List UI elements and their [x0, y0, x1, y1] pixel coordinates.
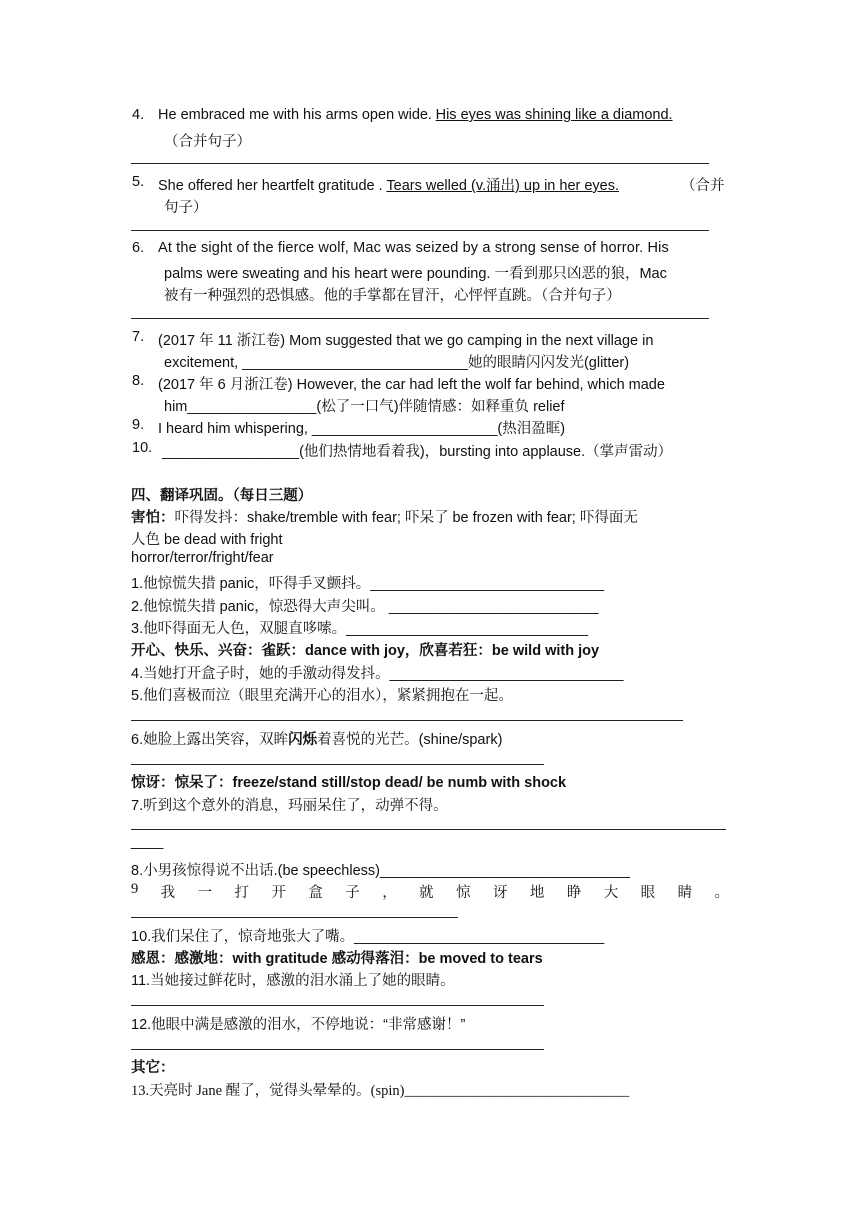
sentence-6 — [131, 728, 502, 749]
q5-note-a: （合并 — [681, 178, 725, 194]
s9-char: 开 — [271, 885, 286, 901]
q10-text: _________________(他们热情地看着我)，bursting into applause.（掌声雷动） — [162, 444, 673, 460]
joy-vocab: 开心、快乐、兴奋：雀跃：dance with joy，欣喜若狂：be wild with joy — [131, 643, 600, 659]
sentence-7-answer-line[interactable] — [131, 829, 726, 830]
q6-answer-line[interactable] — [131, 318, 709, 319]
s9-char: ， — [382, 885, 397, 901]
fear-line-1 — [131, 506, 638, 527]
sentence-8: 8.小男孩惊得说不出话.(be speechless)_______________________________ — [131, 863, 630, 879]
sentence-2: 2.他惊慌失措 panic，惊恐得大声尖叫。 __________________________ — [131, 599, 599, 615]
s9-char: 讶 — [492, 885, 508, 901]
q4-number: 4. — [132, 107, 145, 123]
sentence-5: 5.他们喜极而泣（眼里充满开心的泪水），紧紧拥抱在一起。 — [131, 688, 513, 704]
sentence-12-answer-line[interactable] — [131, 1049, 544, 1050]
s9-char: 9 — [131, 881, 139, 897]
surprise-vocab: 惊讶：惊呆了：freeze/stand still/stop dead/ be numb with shock — [131, 775, 567, 791]
sentence-12: 12.他眼中满是感激的泪水，不停地说：“非常感谢！” — [131, 1017, 466, 1033]
section-4-heading: 四、翻译巩固。（每日三题） — [131, 488, 313, 504]
sentence-7: 7.听到这个意外的消息，玛丽呆住了，动弹不得。 — [131, 798, 448, 814]
sentence-11: 11.当她接过鲜花时，感激的泪水涌上了她的眼睛。 — [131, 973, 455, 989]
gratitude-vocab: 感恩：感激地：with gratitude 感动得落泪：be moved to tears — [131, 951, 543, 967]
q5-text: She offered her heartfelt gratitude . — [158, 178, 387, 194]
q4-answer-line[interactable] — [131, 163, 709, 164]
q4-underlined-hint: His eyes was shining like a diamond. — [435, 107, 673, 123]
s9-char: 盒 — [308, 885, 323, 901]
q8-line-2: him________________(松了一口气)伴随情感：如释重负 relief — [164, 399, 565, 415]
q6-line-1: At the sight of the fierce wolf, Mac was seized by a strong sense of horror. His — [158, 240, 669, 256]
q6-number: 6. — [132, 240, 145, 256]
q7-line-2: excitement, ____________________________她的眼睛闪闪发光(glitter) — [164, 355, 630, 371]
sentence-13: 13.天亮时 Jane 醒了，觉得头晕晕的。(spin)_______________________________ — [131, 1083, 630, 1099]
q7-number: 7. — [132, 329, 145, 345]
s9-char: 子 — [345, 885, 360, 901]
q5-number: 5. — [132, 174, 145, 190]
s9-char: 地 — [529, 885, 545, 901]
s9-char: 睁 — [566, 885, 582, 901]
q5-note-b: 句子） — [164, 200, 208, 216]
s9-char: 睛 — [677, 885, 693, 901]
sentence-6-part-a: 6.她脸上露出笑容，双眸 — [131, 732, 289, 748]
fear-label: 害怕： — [131, 510, 175, 526]
sentence-5-answer-line[interactable] — [131, 720, 683, 721]
q8-line-1: (2017 年 6 月浙江卷) However, the car had left the wolf far behind, which made — [158, 377, 665, 393]
sentence-9-answer-line[interactable] — [131, 917, 458, 918]
sentence-11-answer-line[interactable] — [131, 1005, 544, 1006]
q4-note: （合并句子） — [164, 134, 251, 150]
q7-line-1: (2017 年 11 浙江卷) Mom suggested that we go camping in the next village in — [158, 333, 654, 349]
q4-sentence — [158, 107, 673, 124]
s9-char: 一 — [197, 885, 213, 901]
q8-number: 8. — [132, 373, 145, 389]
sentence-10: 10.我们呆住了，惊奇地张大了嘴。_______________________________ — [131, 929, 605, 945]
fear-line-3: horror/terror/fright/fear — [131, 550, 274, 566]
fear-line-2: 人色 be dead with fright — [131, 532, 283, 548]
s9-char: 打 — [234, 885, 250, 901]
q10-number: 10. — [132, 440, 153, 456]
sentence-9 — [131, 881, 729, 902]
q6-line-2: palms were sweating and his heart were pounding. 一看到那只凶恶的狼，Mac — [164, 266, 667, 282]
sentence-7-tail: ____ — [131, 834, 164, 850]
fear-phrases: 吓得发抖：shake/tremble with fear; 吓呆了 be frozen with fear; 吓得面无 — [174, 510, 638, 526]
s9-char: 惊 — [456, 885, 471, 901]
other-heading: 其它： — [131, 1060, 175, 1076]
sentence-6-answer-line[interactable] — [131, 764, 544, 765]
sentence-6-bold: 闪烁 — [288, 732, 318, 748]
sentence-1: 1.他惊慌失措 panic，吓得手叉颤抖。_____________________________ — [131, 576, 605, 592]
q5-underlined-hint: Tears welled (v.涌出) up in her eyes. — [386, 178, 620, 194]
s9-char: 。 — [714, 885, 729, 901]
q9-number: 9. — [132, 417, 145, 433]
s9-char: 我 — [160, 885, 176, 901]
q6-line-3: 被有一种强烈的恐惧感。他的手掌都在冒汗，心怦怦直跳。（合并句子） — [164, 288, 621, 304]
sentence-3: 3.他吓得面无人色，双腿直哆嗦。______________________________ — [131, 621, 589, 637]
q5-answer-line[interactable] — [131, 230, 709, 231]
s9-char: 就 — [419, 885, 434, 901]
s9-char: 眼 — [640, 885, 656, 901]
s9-char: 大 — [603, 885, 619, 901]
q4-text: He embraced me with his arms open wide — [158, 107, 428, 123]
sentence-4: 4.当她打开盒子时，她的手激动得发抖。_____________________________ — [131, 666, 624, 682]
sentence-6-part-c: 着喜悦的光芒。(shine/spark) — [317, 732, 503, 748]
q4-period: . — [427, 107, 432, 123]
q5-sentence — [158, 174, 619, 195]
q9-text: I heard him whispering, _______________________(热泪盈眶) — [158, 421, 566, 437]
